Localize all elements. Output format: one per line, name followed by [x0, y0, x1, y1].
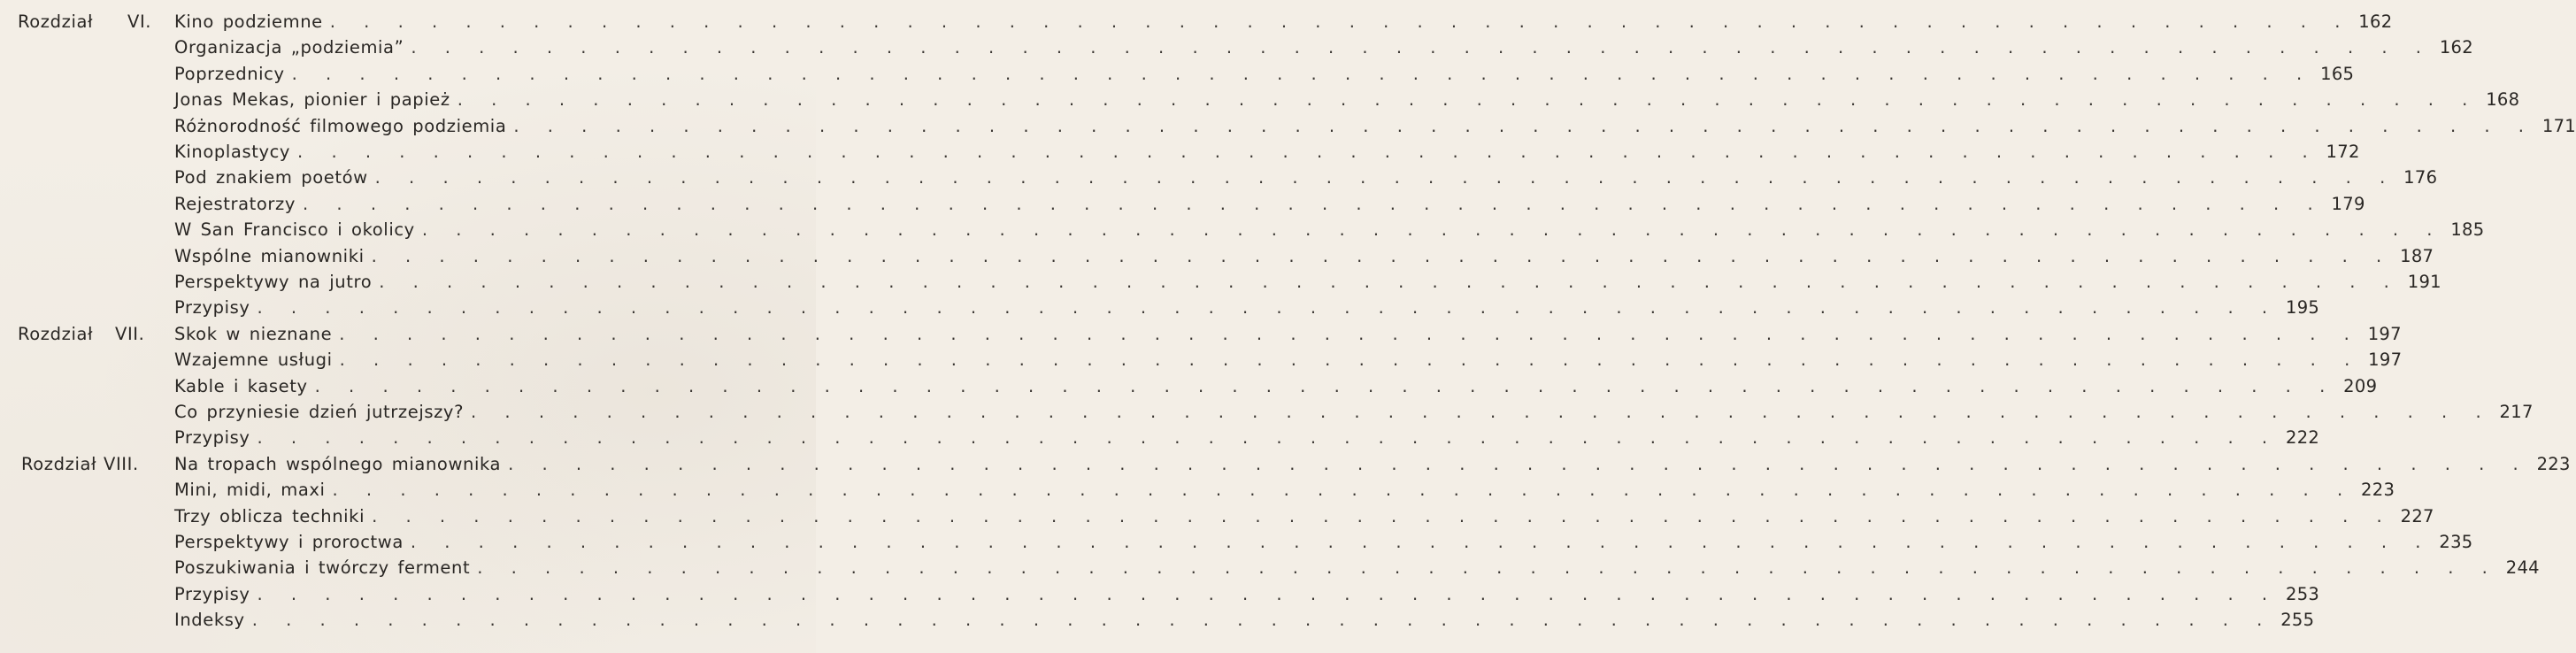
toc-row — [0, 347, 2403, 373]
toc-row — [0, 425, 2320, 450]
entry-title: Wzajemne usługi — [174, 350, 333, 371]
dot-leader: . . . . . . . . . . . . . . . . . . . . . . . . . . . . . . . . . . . . . . . . . . . . . . . . . . . . . . . . . . . . — [303, 193, 2325, 214]
entry-page-number: 191 — [2407, 272, 2441, 292]
entry-page-number: 172 — [2326, 142, 2360, 162]
toc-row — [0, 35, 2473, 60]
dot-leader: . . . . . . . . . . . . . . . . . . . . . . . . . . . . . . . . . . . . . . . . . . . . . . . . . . . . . . . . . . . . — [371, 245, 2394, 266]
dot-leader: . . . . . . . . . . . . . . . . . . . . . . . . . . . . . . . . . . . . . . . . . . . . . . . . . . . . . . . . . . . . — [508, 453, 2530, 474]
toc-entry — [174, 87, 2520, 112]
dot-leader: . . . . . . . . . . . . . . . . . . . . . . . . . . . . . . . . . . . . . . . . . . . . . . . . . . . . . . . . . . . . — [372, 505, 2394, 526]
toc-row — [0, 87, 2520, 112]
toc-entry — [174, 399, 2534, 425]
entry-title: W San Francisco i okolicy — [174, 219, 415, 241]
toc-entry — [174, 217, 2485, 242]
toc-entry — [174, 113, 2576, 139]
entry-title: Skok w nieznane — [174, 323, 333, 344]
entry-title: Przypisy — [174, 297, 250, 319]
toc-row — [0, 191, 2365, 217]
toc-entry — [174, 35, 2473, 60]
dot-leader: . . . . . . . . . . . . . . . . . . . . . . . . . . . . . . . . . . . . . . . . . . . . . . . . . . . . . . . . . . . . — [374, 167, 2397, 188]
dot-leader: . . . . . . . . . . . . . . . . . . . . . . . . . . . . . . . . . . . . . . . . . . . . . . . . . . . . . . . . . . . . — [257, 297, 2280, 319]
chapter-label — [21, 451, 96, 477]
toc-row — [0, 295, 2320, 320]
entry-title: Różnorodność filmowego podziemia — [174, 115, 507, 136]
entry-page-number: 179 — [2331, 193, 2365, 214]
entry-title: Indeksy — [174, 610, 245, 631]
toc-entry — [174, 373, 2378, 399]
dot-leader: . . . . . . . . . . . . . . . . . . . . . . . . . . . . . . . . . . . . . . . . . . . . . . . . . . . . . . . . . . . . — [457, 89, 2480, 111]
entry-page-number: 162 — [2439, 37, 2473, 58]
toc-row — [0, 477, 2395, 503]
dot-leader: . . . . . . . . . . . . . . . . . . . . . . . . . . . . . . . . . . . . . . . . . . . . . . . . . . . . . . . . . . . . — [379, 272, 2401, 292]
entry-page-number: 162 — [2358, 12, 2393, 32]
entry-page-number: 195 — [2286, 297, 2320, 319]
dot-leader: . . . . . . . . . . . . . . . . . . . . . . . . . . . . . . . . . . . . . . . . . . . . . . . . . . . . . . . . . . . . — [314, 375, 2337, 396]
toc-entry — [174, 9, 2393, 35]
entry-page-number: 223 — [2536, 453, 2571, 474]
toc-row — [0, 113, 2576, 139]
entry-page-number: 255 — [2280, 610, 2315, 631]
toc-entry — [174, 269, 2441, 295]
dot-leader: . . . . . . . . . . . . . . . . . . . . . . . . . . . . . . . . . . . . . . . . . . . . . . . . . . . . . . . . . . . . — [411, 37, 2433, 58]
toc-entry — [174, 243, 2434, 269]
toc-entry — [174, 295, 2320, 320]
entry-page-number: 176 — [2403, 167, 2438, 188]
entry-title: Poprzednicy — [174, 63, 285, 84]
toc-row — [0, 607, 2315, 633]
entry-title: Kinoplastycy — [174, 142, 291, 162]
toc-row — [0, 217, 2485, 242]
toc-row — [0, 139, 2360, 165]
entry-title: Na tropach wspólnego mianownika — [174, 453, 502, 474]
chapter-number: VIII. — [104, 453, 139, 474]
entry-title: Trzy oblicza techniki — [174, 505, 365, 526]
toc-row — [0, 243, 2434, 269]
entry-title: Jonas Mekas, pionier i papież — [174, 89, 450, 111]
toc-row — [0, 503, 2434, 529]
toc-entry — [174, 529, 2473, 555]
entry-page-number: 222 — [2286, 427, 2320, 449]
toc-row — [0, 451, 2571, 477]
dot-leader: . . . . . . . . . . . . . . . . . . . . . . . . . . . . . . . . . . . . . . . . . . . . . . . . . . . . . . . . . . . . — [329, 12, 2352, 32]
entry-title: Mini, midi, maxi — [174, 480, 326, 501]
entry-page-number: 235 — [2439, 532, 2473, 552]
entry-title: Co przyniesie dzień jutrzejszy? — [174, 402, 465, 422]
entry-page-number: 197 — [2368, 350, 2403, 371]
toc-entry — [174, 61, 2355, 87]
chapter-word: Rozdział — [21, 453, 97, 474]
toc-row — [0, 269, 2441, 295]
entry-page-number: 171 — [2541, 115, 2576, 136]
chapter-word: Rozdział — [18, 323, 94, 344]
entry-title: Organizacja „podziemia” — [174, 37, 404, 58]
dot-leader: . . . . . . . . . . . . . . . . . . . . . . . . . . . . . . . . . . . . . . . . . . . . . . . . . . . . . . . . . . . . — [297, 142, 2319, 162]
dot-leader: . . . . . . . . . . . . . . . . . . . . . . . . . . . . . . . . . . . . . . . . . . . . . . . . . . . . . . . . . . . . — [421, 219, 2444, 241]
toc-row — [0, 529, 2473, 555]
dot-leader: . . . . . . . . . . . . . . . . . . . . . . . . . . . . . . . . . . . . . . . . . . . . . . . . . . . . . . . . . . . . — [410, 532, 2433, 552]
toc-entry — [174, 321, 2402, 347]
entry-page-number: 187 — [2400, 245, 2434, 266]
dot-leader: . . . . . . . . . . . . . . . . . . . . . . . . . . . . . . . . . . . . . . . . . . . . . . . . . . . . . . . . . . . . — [513, 115, 2535, 136]
chapter-number: VII. — [115, 323, 145, 344]
entry-title: Przypisy — [174, 583, 250, 604]
dot-leader: . . . . . . . . . . . . . . . . . . . . . . . . . . . . . . . . . . . . . . . . . . . . . . . . . . . . . . . . . . . . — [291, 63, 2314, 84]
chapter-label — [18, 9, 93, 35]
entry-title: Perspektywy na jutro — [174, 272, 373, 292]
chapter-number: VI. — [127, 12, 152, 32]
dot-leader: . . . . . . . . . . . . . . . . . . . . . . . . . . . . . . . . . . . . . . . . . . . . . . . . . . . . . . . . . . . . — [471, 402, 2493, 422]
entry-title: Wspólne mianowniki — [174, 245, 365, 266]
entry-title: Przypisy — [174, 427, 250, 449]
toc-entry — [174, 191, 2365, 217]
entry-page-number: 209 — [2343, 375, 2378, 396]
toc-entry — [174, 165, 2438, 190]
entry-title: Poszukiwania i twórczy ferment — [174, 557, 471, 579]
dot-leader: . . . . . . . . . . . . . . . . . . . . . . . . . . . . . . . . . . . . . . . . . . . . . . . . . . . . . . . . . . . . — [477, 557, 2499, 579]
toc-entry — [174, 555, 2540, 580]
chapter-label — [18, 321, 93, 347]
entry-page-number: 217 — [2499, 402, 2534, 422]
dot-leader: . . . . . . . . . . . . . . . . . . . . . . . . . . . . . . . . . . . . . . . . . . . . . . . . . . . . . . . . . . . . — [339, 350, 2362, 371]
dot-leader: . . . . . . . . . . . . . . . . . . . . . . . . . . . . . . . . . . . . . . . . . . . . . . . . . . . . . . . . . . . . — [257, 427, 2280, 449]
toc-row — [0, 373, 2378, 399]
toc-entry — [174, 425, 2320, 450]
entry-title: Kable i kasety — [174, 375, 308, 396]
toc-entry — [174, 503, 2434, 529]
dot-leader: . . . . . . . . . . . . . . . . . . . . . . . . . . . . . . . . . . . . . . . . . . . . . . . . . . . . . . . . . . . . — [332, 480, 2355, 501]
toc-row — [0, 61, 2355, 87]
entry-page-number: 227 — [2400, 505, 2434, 526]
toc-entry — [174, 139, 2360, 165]
dot-leader: . . . . . . . . . . . . . . . . . . . . . . . . . . . . . . . . . . . . . . . . . . . . . . . . . . . . . . . . . . . . — [339, 323, 2361, 344]
entry-title: Perspektywy i proroctwa — [174, 532, 404, 552]
entry-page-number: 197 — [2367, 323, 2402, 344]
toc-row — [0, 9, 2393, 35]
toc-row — [0, 399, 2534, 425]
entry-page-number: 165 — [2320, 63, 2355, 84]
entry-page-number: 168 — [2486, 89, 2520, 111]
entry-title: Pod znakiem poetów — [174, 167, 368, 188]
dot-leader: . . . . . . . . . . . . . . . . . . . . . . . . . . . . . . . . . . . . . . . . . . . . . . . . . . . . . . . . . . . . — [257, 583, 2280, 604]
entry-title: Rejestratorzy — [174, 193, 296, 214]
entry-page-number: 244 — [2505, 557, 2540, 579]
toc-entry — [174, 607, 2315, 633]
dot-leader: . . . . . . . . . . . . . . . . . . . . . . . . . . . . . . . . . . . . . . . . . . . . . . . . . . . . . . . . . . . . — [251, 610, 2274, 631]
toc-entry — [174, 347, 2403, 373]
entry-title: Kino podziemne — [174, 12, 323, 32]
chapter-word: Rozdział — [18, 12, 94, 32]
toc-entry — [174, 581, 2320, 607]
entry-page-number: 223 — [2361, 480, 2395, 501]
toc-row — [0, 581, 2320, 607]
toc-row — [0, 321, 2402, 347]
entry-page-number: 253 — [2286, 583, 2320, 604]
toc-entry — [174, 451, 2571, 477]
toc-row — [0, 165, 2438, 190]
toc-entry — [174, 477, 2395, 503]
entry-page-number: 185 — [2450, 219, 2485, 241]
toc-row — [0, 555, 2540, 580]
